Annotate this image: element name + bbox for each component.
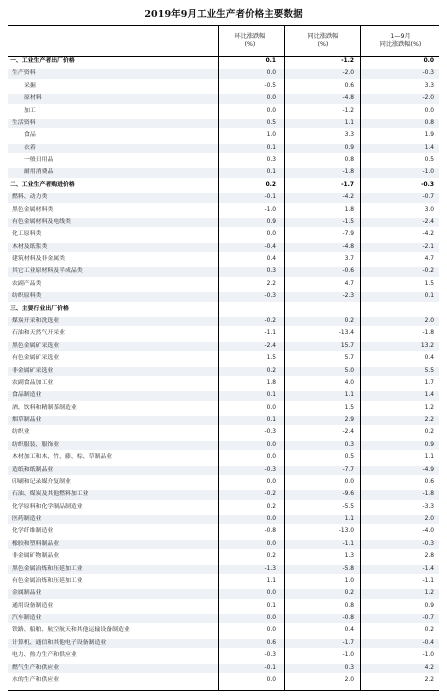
row-label: 燃气生产和供应业	[12, 664, 60, 671]
yoy-change-value: 0.0	[344, 478, 354, 485]
yoy-change-value: 2.0	[344, 677, 354, 683]
column-divider	[284, 26, 285, 690]
mom-change-value: 1.0	[266, 132, 276, 139]
mom-change-value: 0.0	[266, 107, 276, 114]
mom-change-value: -1.1	[264, 330, 276, 337]
yoy-change-value: -2.0	[342, 70, 354, 77]
row-label: 黑色金属材料类	[12, 206, 54, 213]
column-divider	[218, 26, 219, 690]
table-row	[8, 342, 439, 351]
table-row	[8, 292, 439, 301]
yoy-change-value: 0.8	[344, 157, 354, 164]
mom-change-value: -1.0	[264, 206, 276, 213]
row-label: 金属制品业	[12, 590, 42, 597]
ytd-change-value: 1.4	[424, 392, 434, 399]
table-row	[8, 540, 439, 549]
yoy-change-value: -9.6	[342, 491, 354, 498]
yoy-change-value: -5.5	[342, 503, 354, 510]
mom-change-value: 0.0	[266, 404, 276, 411]
yoy-change-value: -1.1	[342, 540, 354, 547]
mom-change-value: 0.0	[266, 231, 276, 238]
mom-change-value: -1.3	[264, 565, 276, 572]
mom-change-value: 0.0	[266, 627, 276, 634]
mom-change-value: 0.5	[266, 119, 276, 126]
ytd-change-value: 0.0	[424, 107, 434, 114]
row-label: 通用设备制造业	[12, 602, 54, 609]
yoy-change-value: 4.7	[344, 280, 354, 287]
row-label: 纺织服装、服饰业	[12, 441, 60, 448]
ytd-change-value: 3.0	[424, 206, 434, 213]
yoy-change-value: 0.4	[344, 627, 354, 634]
mom-change-value: 0.9	[266, 218, 276, 225]
row-label: 化工原料类	[12, 231, 42, 238]
table-row	[8, 206, 439, 215]
ytd-change-value: 2.8	[424, 553, 434, 560]
mom-change-value: -0.3	[264, 293, 276, 300]
table-row	[8, 527, 439, 536]
yoy-change-value: 1.5	[344, 404, 354, 411]
table-row	[8, 144, 439, 153]
yoy-change-value: -0.8	[342, 615, 354, 622]
table-row	[8, 243, 439, 252]
ytd-change-value: -0.3	[421, 181, 434, 188]
ytd-change-value: 1.2	[424, 404, 434, 411]
ytd-change-value: -3.3	[422, 503, 434, 510]
row-label: 化学纤维制造业	[12, 528, 54, 535]
mom-change-value: 0.2	[265, 181, 276, 188]
table-row	[8, 651, 439, 660]
ytd-change-value: 2.2	[424, 677, 434, 683]
yoy-change-value: 1.8	[344, 206, 354, 213]
row-label: 木材及纸浆类	[12, 243, 48, 250]
table-row	[8, 428, 439, 437]
yoy-change-value: -1.0	[342, 652, 354, 659]
table-row	[8, 193, 439, 202]
yoy-change-value: -2.4	[342, 429, 354, 436]
yoy-change-value: -4.8	[342, 95, 354, 102]
ytd-change-value: -2.1	[422, 243, 434, 250]
mom-change-value: 0.0	[266, 95, 276, 102]
table-row	[8, 230, 439, 239]
row-label: 食品	[24, 132, 36, 139]
row-label: 木材加工和木、竹、藤、棕、草制品业	[12, 454, 113, 461]
ytd-change-value: -0.7	[422, 615, 434, 622]
mom-change-value: -0.2	[264, 317, 276, 324]
yoy-change-value: 0.3	[344, 664, 354, 671]
row-label: 建筑材料及非金属类	[12, 256, 66, 263]
ytd-change-value: 0.2	[424, 627, 434, 634]
ytd-change-value: -1.4	[422, 565, 434, 572]
row-label: 煤炭开采和洗选业	[12, 317, 60, 324]
ytd-change-value: -4.9	[422, 466, 434, 473]
mom-change-value: 0.1	[266, 144, 276, 151]
yoy-change-value: 1.1	[344, 516, 354, 523]
row-label: 加工	[24, 107, 36, 114]
ytd-change-value: 13.2	[420, 342, 434, 349]
mom-change-value: 0.2	[266, 503, 276, 510]
header-mom	[221, 26, 279, 56]
table-row	[8, 664, 439, 673]
row-label: 纺织业	[12, 429, 30, 436]
row-label: 橡胶和塑料制品业	[12, 540, 60, 547]
mom-change-value: 0.0	[266, 516, 276, 523]
ytd-change-value: 1.4	[424, 144, 434, 151]
table-row	[8, 676, 439, 685]
yoy-change-value: 5.7	[344, 355, 354, 362]
mom-change-value: 1.8	[266, 379, 276, 386]
table-row	[8, 602, 439, 611]
ytd-change-value: -2.0	[422, 95, 434, 102]
mom-change-value: 0.1	[266, 392, 276, 399]
yoy-change-value: 4.0	[344, 379, 354, 386]
ytd-change-value: 1.2	[424, 590, 434, 597]
mom-change-value: 0.2	[266, 367, 276, 374]
mom-change-value: -0.3	[264, 652, 276, 659]
section-row	[8, 181, 439, 190]
table-row	[8, 552, 439, 561]
mom-change-value: 0.0	[266, 540, 276, 547]
row-label: 酒、饮料和精制茶制造业	[12, 404, 77, 411]
row-label: 一、工业生产者出厂价格	[10, 58, 75, 64]
table-row	[8, 589, 439, 598]
table-row	[8, 478, 439, 487]
ytd-change-value: 0.8	[424, 119, 434, 126]
yoy-change-value: -7.7	[342, 466, 354, 473]
yoy-change-value: 5.0	[344, 367, 354, 374]
row-label: 原材料	[24, 95, 42, 102]
row-label: 衣着	[24, 144, 36, 151]
mom-change-value: 0.0	[266, 70, 276, 77]
ytd-change-value: 1.5	[424, 280, 434, 287]
yoy-change-value: -4.8	[342, 243, 354, 250]
mom-change-value: 1.5	[266, 355, 276, 362]
mom-change-value: 0.0	[266, 454, 276, 461]
ytd-change-value: 0.2	[424, 429, 434, 436]
table-row	[8, 131, 439, 140]
mom-change-value: -2.4	[264, 342, 276, 349]
yoy-change-value: 1.1	[344, 119, 354, 126]
ytd-change-value: 5.5	[424, 367, 434, 374]
ytd-change-value: -0.4	[422, 639, 434, 646]
yoy-change-value: -1.7	[341, 181, 354, 188]
ytd-change-value: 4.7	[424, 256, 434, 263]
section-row	[8, 305, 439, 314]
ytd-change-value: 2.0	[424, 516, 434, 523]
yoy-change-value: -7.9	[342, 231, 354, 238]
ytd-change-value: -1.8	[422, 330, 434, 337]
table-row	[8, 453, 439, 462]
yoy-change-value: 3.3	[344, 132, 354, 139]
mom-change-value: -0.4	[264, 243, 276, 250]
table-row	[8, 119, 439, 128]
mom-change-value: 0.0	[266, 590, 276, 597]
ytd-change-value: 0.6	[424, 478, 434, 485]
mom-change-value: -0.1	[264, 194, 276, 201]
table-row	[8, 168, 439, 177]
ytd-change-value: -4.0	[422, 528, 434, 535]
mom-change-value: 0.3	[266, 157, 276, 164]
row-label: 铁路、船舶、航空航天和其他运输设备制造业	[12, 627, 130, 634]
row-label: 有色金属材料及电线类	[12, 218, 71, 225]
table-row	[8, 416, 439, 425]
yoy-change-value: -1.2	[341, 58, 354, 64]
mom-change-value: 0.1	[266, 417, 276, 424]
yoy-change-value: 1.3	[344, 553, 354, 560]
table-header	[8, 26, 439, 57]
yoy-change-value: -1.8	[342, 169, 354, 176]
yoy-change-value: 0.3	[344, 441, 354, 448]
ytd-change-value: 2.0	[424, 317, 434, 324]
row-label: 二、工业生产者购进价格	[10, 181, 75, 188]
ytd-change-value: -0.7	[422, 194, 434, 201]
mom-change-value: 0.1	[265, 58, 276, 64]
table-row	[8, 218, 439, 227]
yoy-change-value: 1.0	[344, 577, 354, 584]
mom-change-value: 0.1	[266, 602, 276, 609]
ytd-change-value: 0.0	[423, 58, 434, 64]
row-label: 化学原料和化学制品制造业	[12, 503, 83, 510]
table-row	[8, 490, 439, 499]
row-label: 燃料、动力类	[12, 194, 48, 201]
row-label: 纺织原料类	[12, 293, 42, 300]
row-label: 食品制造业	[12, 392, 42, 399]
yoy-change-value: 15.7	[340, 342, 354, 349]
yoy-change-value: 3.7	[344, 256, 354, 263]
mom-change-value: -0.3	[264, 466, 276, 473]
mom-change-value: 0.0	[266, 441, 276, 448]
ytd-change-value: -1.1	[422, 577, 434, 584]
header-yoy-label: 同比涨跌幅	[307, 33, 339, 40]
yoy-change-value: -4.2	[342, 194, 354, 201]
table-row	[8, 404, 439, 413]
ytd-change-value: 3.3	[424, 82, 434, 89]
table-row	[8, 614, 439, 623]
table-row	[8, 515, 439, 524]
table-row	[8, 466, 439, 475]
ytd-change-value: -1.0	[422, 652, 434, 659]
mom-change-value: 0.0	[266, 615, 276, 622]
yoy-change-value: -0.6	[342, 268, 354, 275]
table-row	[8, 441, 439, 450]
ytd-change-value: 0.4	[424, 355, 434, 362]
mom-change-value: 1.1	[266, 577, 276, 584]
table-row	[8, 367, 439, 376]
table-row	[8, 503, 439, 512]
table-row	[8, 267, 439, 276]
price-data-table	[8, 25, 439, 691]
ytd-change-value: -0.3	[422, 540, 434, 547]
mom-change-value: -0.5	[264, 82, 276, 89]
mom-change-value: 0.2	[266, 553, 276, 560]
row-label: 医药制造业	[12, 516, 42, 523]
yoy-change-value: -1.7	[342, 639, 354, 646]
table-row	[8, 156, 439, 165]
table-row	[8, 255, 439, 264]
row-label: 农副食品加工业	[12, 379, 54, 386]
yoy-change-value: -5.8	[342, 565, 354, 572]
ytd-change-value: 0.9	[424, 602, 434, 609]
mom-change-value: 0.1	[266, 169, 276, 176]
yoy-change-value: 0.8	[344, 602, 354, 609]
ytd-change-value: -4.2	[422, 231, 434, 238]
ytd-change-value: -0.3	[422, 70, 434, 77]
ytd-change-value: -2.4	[422, 218, 434, 225]
ytd-change-value: 1.7	[424, 379, 434, 386]
row-label: 石油和天然气开采业	[12, 330, 66, 337]
yoy-change-value: 1.1	[344, 392, 354, 399]
ytd-change-value: 0.1	[424, 293, 434, 300]
page-title: 2019年9月工业生产者价格主要数据	[144, 9, 303, 20]
yoy-change-value: 0.2	[344, 317, 354, 324]
row-label: 耐用消费品	[24, 169, 54, 176]
table-row	[8, 107, 439, 116]
row-label: 非金属矿物制品业	[12, 553, 60, 560]
column-divider	[360, 26, 361, 690]
yoy-change-value: -13.4	[338, 330, 354, 337]
row-label: 水的生产和供应业	[12, 677, 60, 683]
header-yoy-unit: (%)	[317, 41, 329, 48]
ytd-change-value: -0.2	[422, 268, 434, 275]
row-label: 有色金属冶炼和压延加工业	[12, 577, 83, 584]
row-label: 电力、热力生产和供应业	[12, 652, 77, 659]
section-row	[8, 57, 439, 66]
row-label: 计算机、通信和其他电子设备制造业	[12, 639, 107, 646]
row-label: 其它工业原材料及半成品类	[12, 268, 83, 275]
table-row	[8, 69, 439, 78]
ytd-change-value: -1.0	[422, 169, 434, 176]
table-row	[8, 391, 439, 400]
table-row	[8, 354, 439, 363]
row-label: 汽车制造业	[12, 615, 42, 622]
table-row	[8, 577, 439, 586]
row-label: 生活资料	[12, 119, 36, 126]
row-label: 一般日用品	[24, 157, 54, 164]
table-row	[8, 565, 439, 574]
yoy-change-value: -2.3	[342, 293, 354, 300]
yoy-change-value: 0.5	[344, 454, 354, 461]
mom-change-value: 0.4	[266, 256, 276, 263]
row-label: 生产资料	[12, 70, 36, 77]
table-row	[8, 280, 439, 289]
row-label: 采掘	[24, 82, 36, 89]
mom-change-value: -0.3	[264, 429, 276, 436]
header-mom-label: 环比涨跌幅	[234, 33, 266, 40]
ytd-change-value: 1.1	[424, 454, 434, 461]
row-label: 石油、煤炭及其他燃料加工业	[12, 491, 89, 498]
mom-change-value: 0.0	[266, 478, 276, 485]
yoy-change-value: 2.9	[344, 417, 354, 424]
ytd-change-value: 0.5	[424, 157, 434, 164]
row-label: 有色金属矿采选业	[12, 355, 60, 362]
ytd-change-value: 2.2	[424, 417, 434, 424]
table-row	[8, 317, 439, 326]
yoy-change-value: -13.0	[338, 528, 354, 535]
table-row	[8, 379, 439, 388]
table-row	[8, 639, 439, 648]
mom-change-value: -0.2	[264, 491, 276, 498]
row-label: 非金属矿采选业	[12, 367, 54, 374]
ytd-change-value: -1.8	[422, 491, 434, 498]
mom-change-value: 2.2	[266, 280, 276, 287]
row-label: 印刷和记录媒介复制业	[12, 478, 71, 485]
header-ytd-label: 1—9月	[390, 33, 411, 40]
table-row	[8, 329, 439, 338]
yoy-change-value: 0.6	[344, 82, 354, 89]
mom-change-value: -0.8	[264, 528, 276, 535]
yoy-change-value: -1.5	[342, 218, 354, 225]
mom-change-value: 0.0	[266, 677, 276, 683]
header-yoy	[288, 26, 358, 56]
row-label: 黑色金属冶炼和压延加工业	[12, 565, 83, 572]
mom-change-value: 0.6	[266, 639, 276, 646]
row-label: 烟草制品业	[12, 417, 42, 424]
row-label: 三、主要行业出厂价格	[10, 305, 69, 312]
header-ytd	[362, 26, 439, 56]
row-label: 黑色金属矿采选业	[12, 342, 60, 349]
yoy-change-value: -1.2	[342, 107, 354, 114]
table-row	[8, 82, 439, 91]
table-row	[8, 626, 439, 635]
ytd-change-value: 0.9	[424, 441, 434, 448]
header-mom-unit: (%)	[244, 41, 256, 48]
mom-change-value: -0.1	[264, 664, 276, 671]
row-label: 造纸和纸制品业	[12, 466, 54, 473]
mom-change-value: 0.3	[266, 268, 276, 275]
header-ytd-unit: 同比涨跌幅(%)	[379, 41, 422, 48]
row-label: 农副产品类	[12, 280, 42, 287]
yoy-change-value: 0.9	[344, 144, 354, 151]
ytd-change-value: 4.2	[424, 664, 434, 671]
table-row	[8, 94, 439, 103]
ytd-change-value: 1.9	[424, 132, 434, 139]
yoy-change-value: 0.2	[344, 590, 354, 597]
